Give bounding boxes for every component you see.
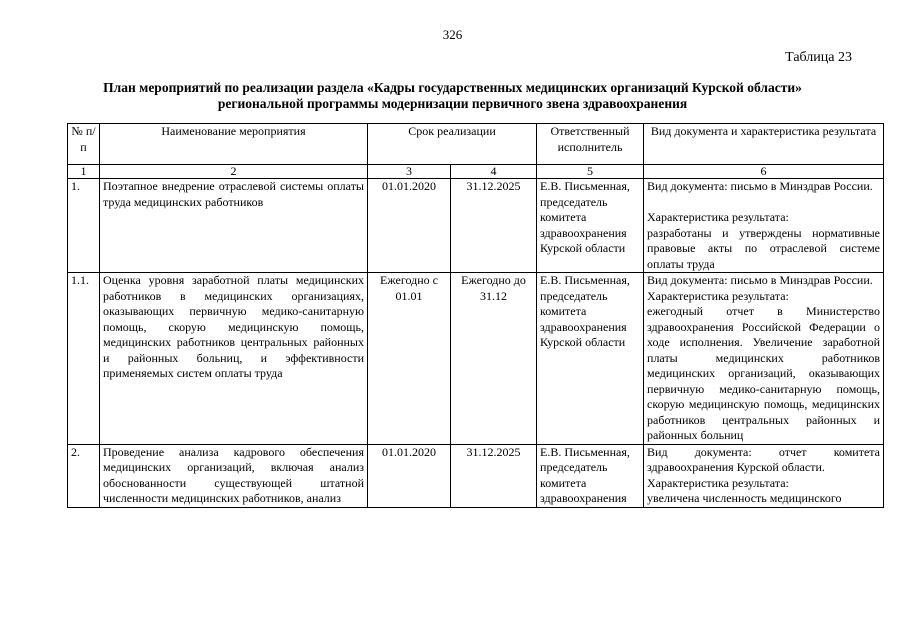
header-name: Наименование мероприятия: [100, 124, 368, 165]
row-end: 31.12.2025: [451, 179, 537, 273]
table-label: Таблица 23: [785, 50, 852, 65]
result-doc: Вид документа: письмо в Минздрав России.: [647, 179, 873, 193]
column-number: 2: [100, 165, 368, 179]
plan-table: [67, 123, 884, 508]
row-executor: Е.В. Письменная, председатель комитета здравоохранения Курской области: [537, 179, 644, 273]
row-name: Оценка уровня заработной платы медицинских работников в медицинских организациях, оказывающих первичную медико-санитарную помощь, скорую медицинскую помощь, медицинских работников центральных районных и районных больниц, и эффективности применяемых систем оплаты труда: [100, 273, 368, 445]
column-number: 1: [68, 165, 100, 179]
column-number: 6: [644, 165, 884, 179]
row-start: 01.01.2020: [368, 179, 451, 273]
page-number: 326: [442, 27, 463, 42]
row-end: 31.12.2025: [451, 444, 537, 507]
row-name: Проведение анализа кадрового обеспечения медицинских организаций, включая анализ обоснованности существующей штатной численности медицинских работников, анализ: [100, 444, 368, 507]
result-doc: Вид документа: отчет комитета здравоохранения Курской области.: [647, 444, 881, 474]
table-row: [68, 444, 884, 507]
row-result: [644, 179, 884, 273]
row-executor: Е.В. Письменная, председатель комитета здравоохранения: [537, 444, 644, 507]
column-number: 5: [537, 165, 644, 179]
row-name: Поэтапное внедрение отраслевой системы оплаты труда медицинских работников: [100, 179, 368, 273]
row-num: 2.: [68, 444, 100, 507]
header-num: № п/п: [68, 124, 100, 165]
column-numbers-row: [68, 165, 884, 179]
row-num: 1.1.: [68, 273, 100, 445]
row-result: [644, 444, 884, 507]
result-doc: Вид документа: письмо в Минздрав России.: [647, 273, 873, 287]
header-row: [68, 124, 884, 165]
row-end: Ежегодно до 31.12: [451, 273, 537, 445]
title-line-2: региональной программы модернизации первичного звена здравоохранения: [217, 96, 688, 111]
result-char-label: Характеристика результата:: [647, 210, 789, 224]
row-start: Ежегодно с 01.01: [368, 273, 451, 445]
table-row: [68, 273, 884, 445]
result-char-text: разработаны и утверждены нормативные правовые акты по отраслевой системе оплаты труда: [647, 225, 881, 271]
row-num: 1.: [68, 179, 100, 273]
title-line-1: План мероприятий по реализации раздела «Кадры государственных медицинских организаций Курской области»: [103, 80, 802, 95]
header-executor: Ответственный исполнитель: [537, 124, 644, 165]
header-term: Срок реализации: [368, 124, 537, 165]
result-char-label: Характеристика результата:: [647, 288, 789, 303]
result-char-text: увеличена численность медицинского: [647, 491, 842, 505]
column-number: 4: [451, 165, 537, 179]
header-result: Вид документа и характеристика результата: [644, 124, 884, 165]
row-result: [644, 273, 884, 445]
row-executor: Е.В. Письменная, председатель комитета здравоохранения Курской области: [537, 273, 644, 445]
column-number: 3: [368, 165, 451, 179]
result-char-label: Характеристика результата:: [647, 475, 789, 490]
result-char-text: ежегодный отчет в Министерство здравоохранения Российской Федерации о ходе исполнения. Увеличение заработной платы медицинских работников медицинских организаций, оказывающих первичную медико-санитарную помощь, скорую медицинскую помощь, медицинских работников центральных районных и районных больниц: [647, 304, 881, 442]
table-row: [68, 179, 884, 273]
row-start: 01.01.2020: [368, 444, 451, 507]
